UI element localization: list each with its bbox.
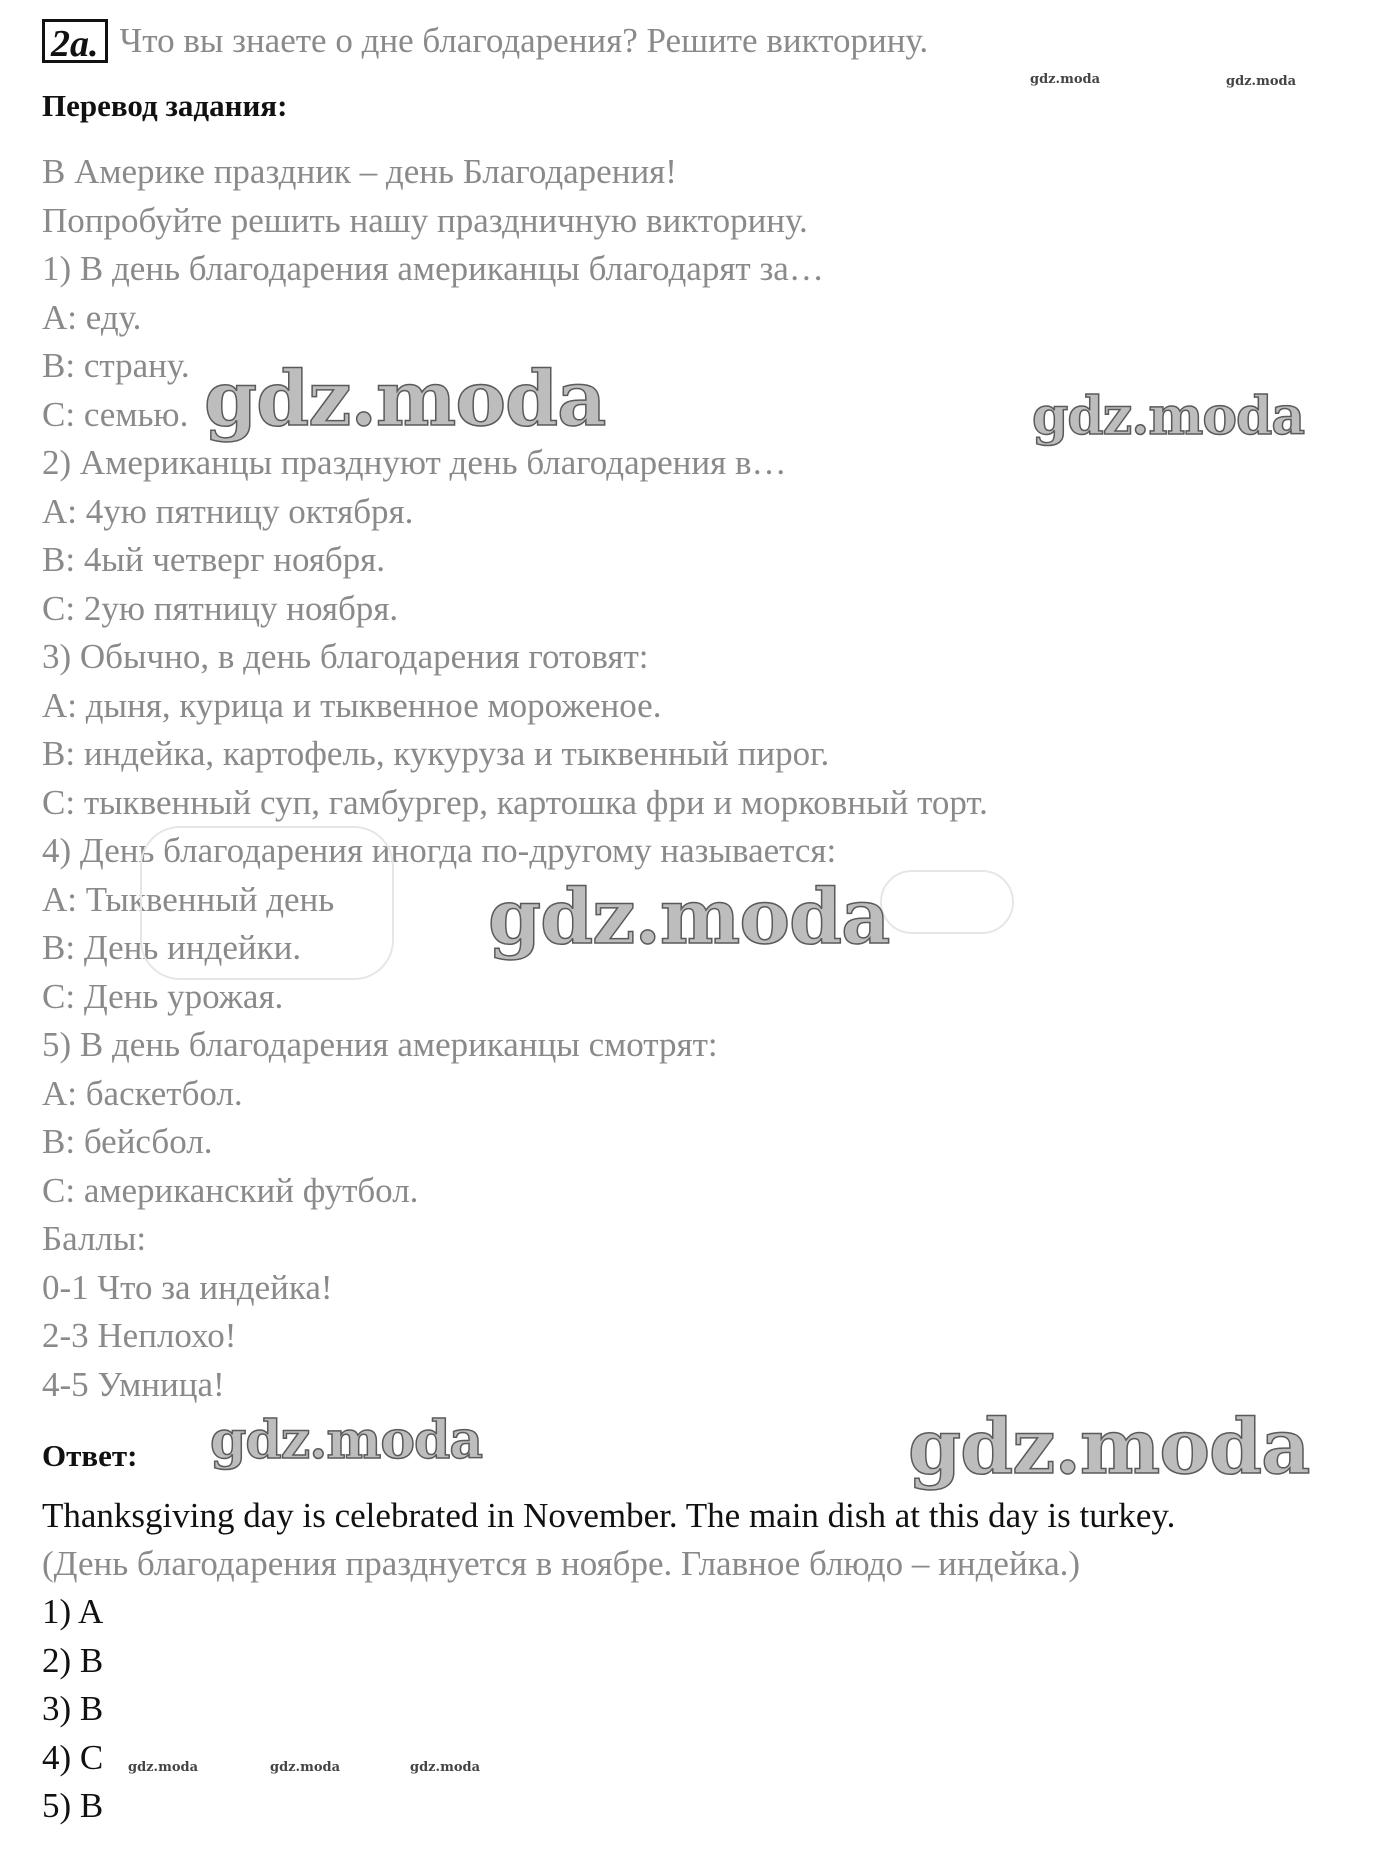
- answer-key-item: 4) C: [42, 1737, 104, 1777]
- quiz-line: 2) Американцы празднуют день благодарения в…: [42, 443, 787, 482]
- quiz-line: 4-5 Умница!: [42, 1364, 225, 1404]
- answer-key-item: 2) B: [42, 1640, 104, 1680]
- answer-block: [42, 1492, 1175, 1831]
- answer-key-item: 5) B: [42, 1786, 104, 1825]
- watermark: gdz.moda: [1030, 72, 1101, 87]
- quiz-line: Попробуйте решить нашу праздничную викторину.: [42, 200, 808, 240]
- quiz-line: C: американский футбол.: [42, 1170, 419, 1210]
- quiz-line: 1) В день благодарения американцы благодарят за…: [42, 249, 824, 288]
- quiz-line: C: семью.: [42, 394, 189, 434]
- answer-key-list: [42, 1588, 1175, 1831]
- watermark: gdz.moda: [1032, 386, 1305, 447]
- quiz-line: Баллы:: [42, 1219, 147, 1258]
- quiz-line: В Америке праздник – день Благодарения!: [42, 152, 677, 191]
- faint-background-mark: [880, 870, 1014, 934]
- quiz-line: B: страну.: [42, 346, 190, 385]
- quiz-line: A: 4ую пятницу октября.: [42, 491, 414, 531]
- quiz-line: C: 2ую пятницу ноября.: [42, 588, 399, 628]
- quiz-line: A: баскетбол.: [42, 1073, 243, 1113]
- quiz-line: B: День индейки.: [42, 928, 302, 967]
- translation-heading: Перевод задания:: [42, 88, 288, 123]
- task-header: [42, 14, 928, 68]
- answer-russian: (День благодарения празднуется в ноябре. Главное блюдо – индейка.): [42, 1544, 1081, 1583]
- task-title: Что вы знаете о дне благодарения? Решите викторину.: [119, 21, 929, 60]
- quiz-line: B: бейсбол.: [42, 1122, 213, 1161]
- quiz-translation-list: [42, 148, 988, 1409]
- quiz-line: A: дыня, курица и тыквенное мороженое.: [42, 685, 662, 725]
- quiz-line: C: тыквенный суп, гамбургер, картошка фри и морковный торт.: [42, 782, 988, 822]
- quiz-line: 0-1 Что за индейка!: [42, 1267, 333, 1307]
- quiz-line: B: индейка, картофель, кукуруза и тыквенный пирог.: [42, 734, 830, 773]
- answer-heading: Ответ:: [42, 1438, 138, 1473]
- quiz-line: A: Тыквенный день: [42, 879, 335, 919]
- answer-key-item: 1) A: [42, 1592, 104, 1631]
- watermark: gdz.moda: [908, 1402, 1310, 1491]
- faint-background-mark: [140, 826, 394, 980]
- watermark: gdz.moda: [488, 872, 890, 961]
- answer-english: Thanksgiving day is celebrated in November. The main dish at this day is turkey.: [42, 1496, 1176, 1535]
- watermark: gdz.moda: [128, 1760, 199, 1775]
- task-number-badge: 2a.: [42, 19, 108, 63]
- quiz-line: 4) День благодарения иногда по-другому называется:: [42, 831, 837, 870]
- quiz-line: C: День урожая.: [42, 976, 284, 1016]
- quiz-line: 5) В день благодарения американцы смотрят:: [42, 1025, 718, 1064]
- quiz-line: B: 4ый четверг ноября.: [42, 540, 386, 579]
- quiz-line: 3) Обычно, в день благодарения готовят:: [42, 637, 649, 676]
- watermark: gdz.moda: [410, 1760, 481, 1775]
- watermark: gdz.moda: [270, 1760, 341, 1775]
- quiz-line: A: еду.: [42, 297, 142, 337]
- quiz-line: 2-3 Неплохо!: [42, 1316, 237, 1355]
- watermark: gdz.moda: [204, 354, 606, 443]
- watermark: gdz.moda: [210, 1410, 483, 1471]
- watermark: gdz.moda: [1226, 74, 1297, 89]
- answer-key-item: 3) B: [42, 1689, 104, 1728]
